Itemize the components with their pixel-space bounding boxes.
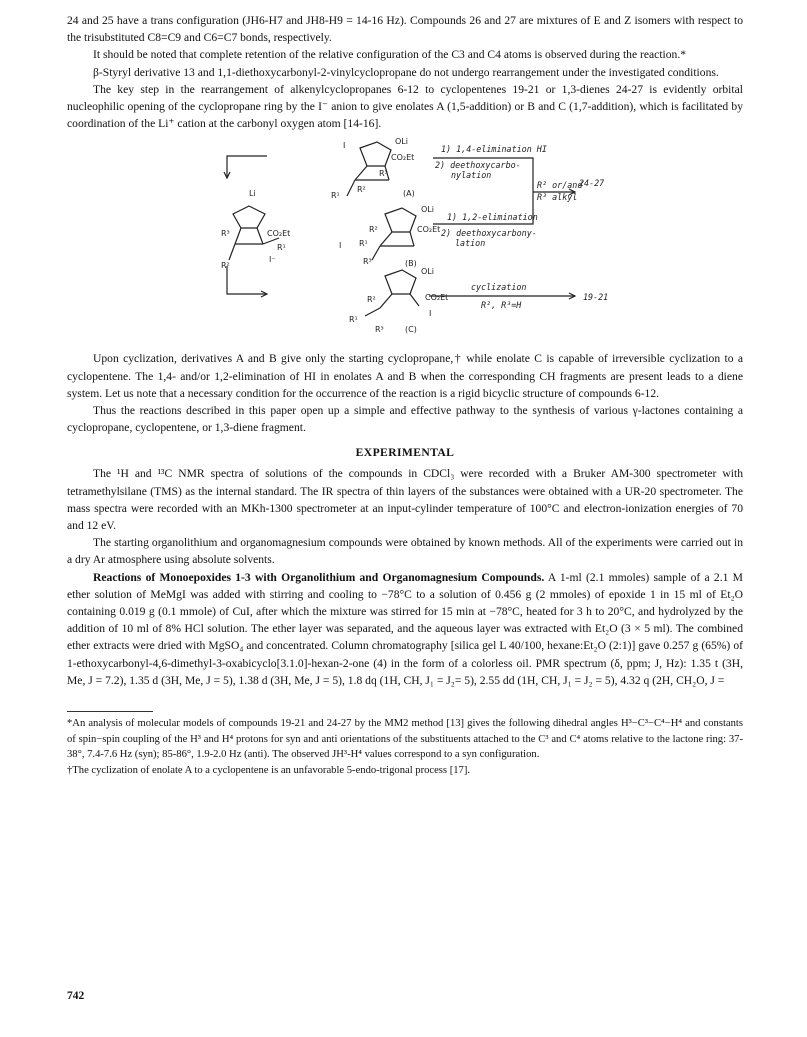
b-step2b: lation <box>455 238 486 249</box>
r2-c: R² <box>367 295 376 305</box>
r3-c: R³ <box>375 325 384 335</box>
reaction-scheme <box>67 136 743 336</box>
r1-left: R¹ <box>277 243 286 253</box>
iodide-a: I <box>343 141 346 151</box>
cyclization-label: cyclization <box>471 282 527 293</box>
section-heading: EXPERIMENTAL <box>355 446 455 460</box>
co2et-a: CO₂Et <box>391 153 415 163</box>
discussion-paragraph-2: Thus the reactions described in this paper open up a simple and effective pathway to the synthesis of various γ-lactones containing a cyclopropane, cyclopentene, or 1,3-diene fragment. <box>67 404 743 435</box>
footnotes <box>67 716 743 778</box>
r3-left: R³ <box>221 229 230 239</box>
discussion-paragraph-1: Upon cyclization, derivatives A and B give only the starting cyclopropane,† while enolate C is capable of irreversible cyclization to a cyclopentene. The 1,4- and/or 1,2-elimination of HI in enolates A and B when the corresponding CH fragments are present leads to a diene system. Let us note that a necessary condition for the occurrence of the reaction is a rigid bicyclic structure of compounds 6-12. <box>67 352 743 400</box>
experimental-paragraph-2: The starting organolithium and organomagnesium compounds were obtained by known methods. All of the experiments were carried out in a dry Ar atmosphere using absolute solvents. <box>67 536 743 567</box>
r3-b: R³ <box>363 257 372 267</box>
intro-paragraph-2: It should be noted that complete retention of the relative configuration of the C3 and C4 atoms is observed during the reaction.* <box>93 48 687 62</box>
co2et-c: CO₂Et <box>425 293 449 303</box>
product-cyclo: 19-21 <box>583 292 609 303</box>
co2et-left: CO₂Et <box>267 229 291 239</box>
r2-a: R² <box>357 185 366 195</box>
procedure-title: Reactions of Monoepoxides 1-3 with Organolithium and Organomagnesium Compounds. <box>93 570 545 584</box>
r1-c: R¹ <box>349 315 358 325</box>
experimental-paragraph-3 <box>67 569 743 689</box>
iodide-b: I <box>339 241 342 251</box>
experimental-paragraph-1: The ¹H and ¹³C NMR spectra of solutions of the compounds in CDCl₃ were recorded with a Bruker AM-300 spectrometer with tetramethylsilane (TMS) as the internal standard. The IR spectra of thin layers of the substances were obtained with a UR-20 spectrometer. The mass spectra were recorded with an MKh-1300 spectrometer at an input-cylinder temperature of 100°C and electron-ionization energies of 70 and 12 eV. <box>67 467 743 533</box>
b-step1: 1) 1,2-elimination <box>447 212 538 223</box>
a-step2: 2) deethoxycarbo- <box>435 160 521 171</box>
reaction-scheme-drawing <box>215 136 635 336</box>
intro-paragraph-3: β-Styryl derivative 13 and 1,1-diethoxycarbonyl-2-vinylcyclopropane do not undergo rearrangement under the investigated conditions. <box>93 65 719 79</box>
intro-paragraph-4: The key step in the rearrangement of alkenylcyclopropanes 6-12 to cyclopentenes 19-21 or 1,3-dienes 24-27 is evidently orbital nucleophilic opening of the cyclopropane ring by the I⁻ anion to give enolates A (1,5-addition) or B and C (1,7-addition), which is facilitated by coordination of the Li⁺ cation at the carbonyl oxygen atom [14-16]. <box>67 82 743 131</box>
cond-h: R², R³=H <box>481 300 522 311</box>
product-diene: 24-27 <box>579 178 605 189</box>
r3-a: R³ <box>379 169 388 179</box>
article-page <box>67 12 743 778</box>
cond-alkyl: R³ alkyl <box>537 192 578 203</box>
procedure-body: A 1-ml (2.1 mmoles) sample of a 2.1 M ether solution of MeMgI was added with stirring and cooling to −78°C to a solution of 0.456 g (2 mmoles) of epoxide 1 in 15 ml of Et₂O containing 0.019 g (0.1 mmole) of CuI, after which the mixture was stirred for 15 min at −78°C, heated for 3 h to 20°C, and hydrolyzed by the addition of 10 ml of 8% HCl solution. The ether layer was separated, and the aqueous layer was extracted with Et₂O (3 × 5 ml). The combined ether extracts were dried with MgSO₄ and concentrated. Column chromatography [silica gel L 40/100, hexane:Et₂O (2:1)] gave 0.257 g (65%) of 1-ethoxycarbonyl-4,6-dimethyl-3-oxabicyclo[3.1.0]-hexan-2-one (4) in the form of a colorless oil. PMR spectrum (δ, ppm; J, Hz): 1.35 t (3H, Me, J = 7.2), 1.35 d (3H, Me, J = 5), 1.38 d (3H, Me, J = 5), 1.8 dq (1H, CH, J₁ = J₂= 5), 2.55 dd (1H, CH, J₁ = J₂ = 5), 4.32 q (2H, CH₂O, J = <box>67 570 743 687</box>
footnote-rule <box>67 711 153 712</box>
footnote-star: *An analysis of molecular models of compounds 19-21 and 24-27 by the MM2 method [13] gives the following dihedral angles H³−C³−C⁴−H⁴ and constants of spin−spin coupling of the H³ and H⁴ protons for syn and anti orientations of the substituents attached to the C³ and C⁴ atoms relative to the lactone ring: 37-38°, 7.4-7.6 Hz (syn); 85-86°, 1.9-2.0 Hz (anti). The observed JH³-H⁴ values correspond to a syn configuration. <box>67 718 743 761</box>
footnote-dagger: †The cyclization of enolate A to a cyclopentene is an unfavorable 5-endo-trigonal process [17]. <box>67 764 471 776</box>
r2-b: R² <box>369 225 378 235</box>
r1-a: R¹ <box>331 191 340 201</box>
oli-c: OLi <box>421 267 434 277</box>
b-step2: 2) deethoxycarbony- <box>441 228 537 239</box>
cond-or: R² or/and <box>537 180 583 191</box>
oli-b: OLi <box>421 205 434 215</box>
oli-a: OLi <box>395 137 408 147</box>
label-b: (B) <box>405 259 417 269</box>
intro-paragraph-1: 24 and 25 have a trans configuration (JH6-H7 and JH8-H9 = 14-16 Hz). Compounds 26 and 27 are mixtures of E and Z isomers with respect to the trisubstituted C8=C9 and C6=C7 bonds, respectively. <box>67 14 743 45</box>
label-c: (C) <box>405 325 417 335</box>
a-step2b: nylation <box>451 170 492 181</box>
li-label: Li <box>249 189 256 199</box>
iodide-c: I <box>429 309 432 319</box>
iodide-anion: I⁻ <box>269 255 276 265</box>
co2et-b: CO₂Et <box>417 225 441 235</box>
r1-b: R¹ <box>359 239 368 249</box>
label-a: (A) <box>403 189 415 199</box>
a-step1: 1) 1,4-elimination HI <box>441 144 547 155</box>
r2-left: R² <box>221 261 230 271</box>
page-number: 742 <box>67 990 85 1002</box>
